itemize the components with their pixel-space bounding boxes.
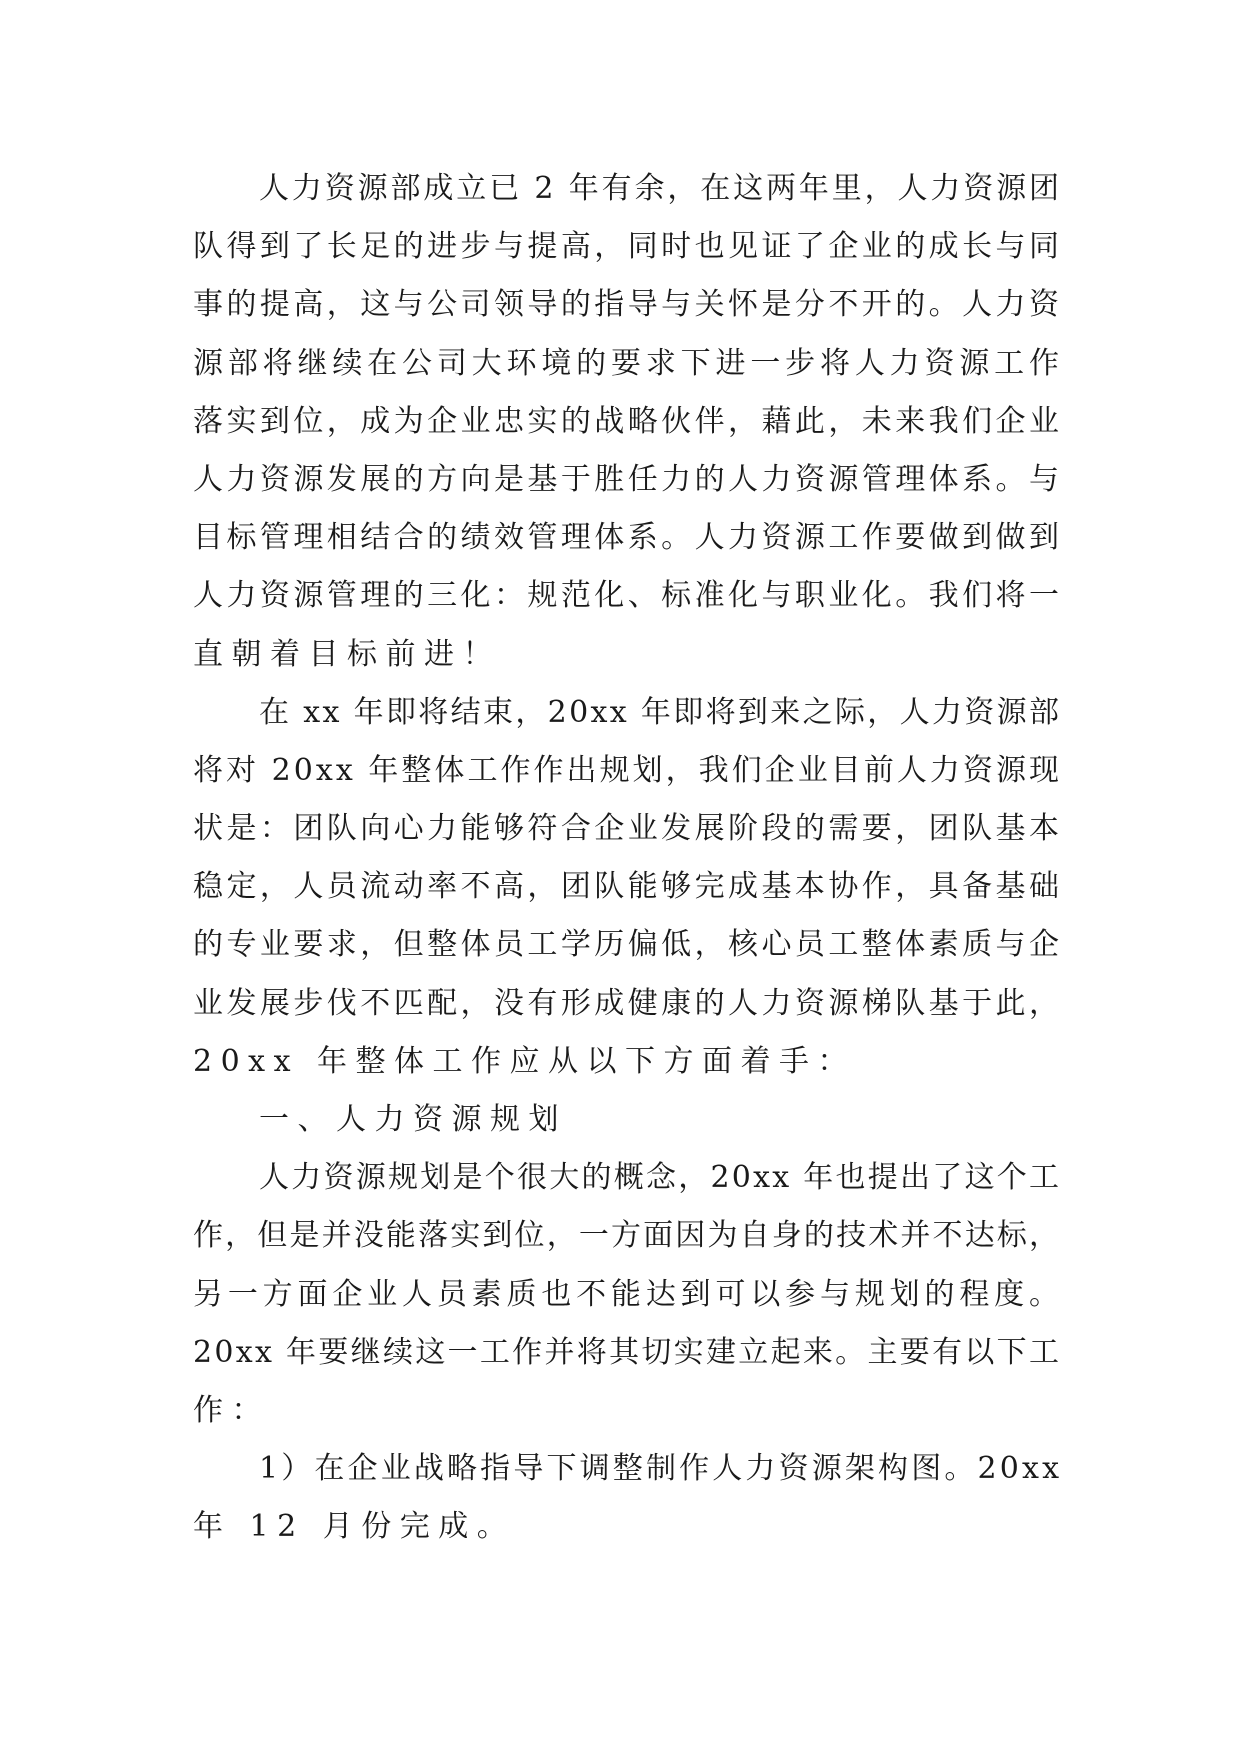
text-line: 的专业要求，但整体员工学历偏低，核心员工整体素质与企 (193, 927, 1063, 963)
text-line: 20xx 年要继续这一工作并将其切实建立起来。主要有以下工 (193, 1334, 1062, 1370)
document-body (193, 160, 1064, 1557)
text-line: 作，但是并没能落实到位，一方面因为自身的技术并不达标， (193, 1218, 1062, 1254)
text-line: 另一方面企业人员素质也不能达到可以参与规划的程度。 (193, 1276, 1064, 1312)
text-line: 落实到位，成为企业忠实的战略伙伴，藉此，未来我们企业 (193, 403, 1063, 439)
text-line: 稳定，人员流动率不高，团队能够完成基本协作，具备基础 (193, 869, 1063, 905)
text-line: 20xx 年整体工作应从以下方面着手： (193, 1043, 857, 1079)
text-line: 业发展步伐不匹配，没有形成健康的人力资源梯队基于此， (193, 985, 1063, 1021)
text-line: 年 12 月份完成。 (193, 1509, 516, 1545)
text-line: 将对 20xx 年整体工作作出规划，我们企业目前人力资源现 (193, 752, 1063, 788)
text-line: 作： (193, 1392, 270, 1428)
text-line: 直朝着目标前进！ (193, 636, 501, 672)
text-line: 人力资源规划是个很大的概念，20xx 年也提出了这个工 (259, 1160, 1062, 1196)
text-line: 在 xx 年即将结束，20xx 年即将到来之际，人力资源部 (259, 694, 1062, 730)
text-line: 队得到了长足的进步与提高，同时也见证了企业的成长与同 (193, 229, 1063, 265)
text-line: 源部将继续在公司大环境的要求下进一步将人力资源工作 (193, 345, 1064, 381)
text-line: 1）在企业战略指导下调整制作人力资源架构图。20xx (259, 1451, 1063, 1487)
text-line: 人力资源管理的三化：规范化、标准化与职业化。我们将一 (193, 578, 1063, 614)
text-line: 人力资源部成立已 2 年有余，在这两年里，人力资源团 (259, 171, 1062, 206)
text-line: 状是：团队向心力能够符合企业发展阶段的需要，团队基本 (193, 811, 1063, 847)
text-line: 目标管理相结合的绩效管理体系。人力资源工作要做到做到 (193, 520, 1063, 556)
text-line: 一、人力资源规划 (259, 1102, 567, 1137)
text-line: 人力资源发展的方向是基于胜任力的人力资源管理体系。与 (193, 461, 1063, 497)
text-line: 事的提高，这与公司领导的指导与关怀是分不开的。人力资 (193, 287, 1063, 323)
